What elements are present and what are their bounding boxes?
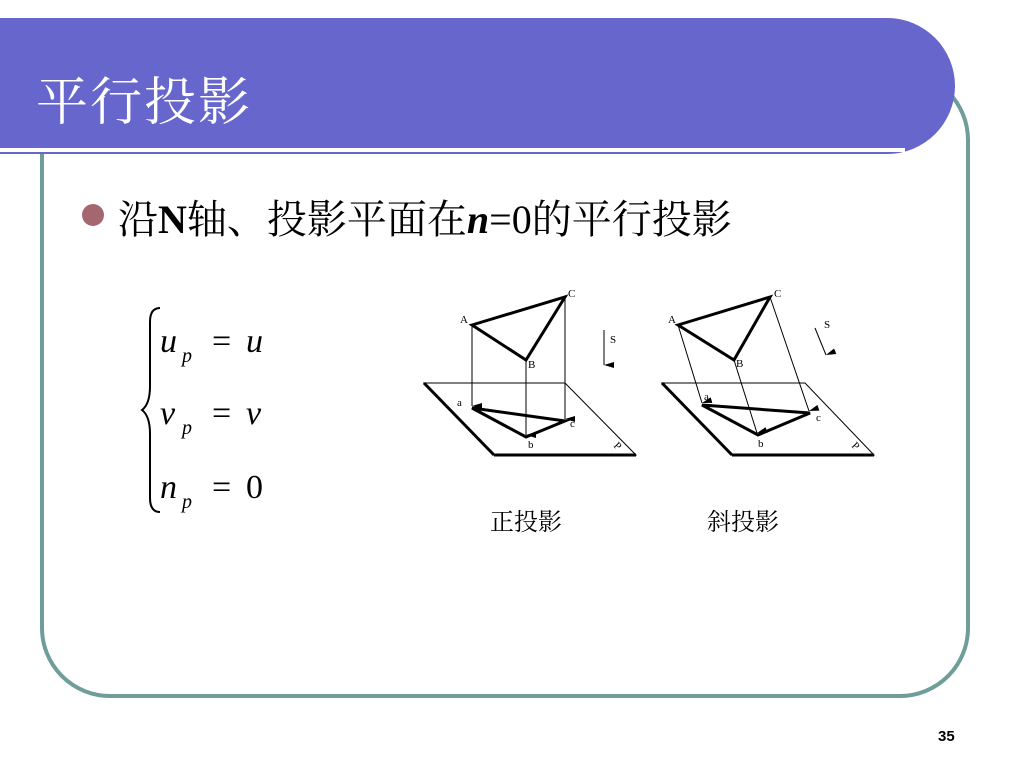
label-c: c [816,412,821,424]
eq1-lhs: u [160,323,177,360]
bullet-text-part: 的平行投影 [531,197,732,243]
eq3-equals: = [212,469,232,506]
eq1-rhs: u [246,323,263,360]
bullet-text-value: =0 [489,197,532,242]
bullet-text [118,188,732,245]
label-B: B [528,359,536,371]
bullet-text-part: 轴、投影平面在 [186,197,467,243]
label-S: S [824,319,831,331]
oblique-diagram [650,285,890,465]
bullet-text-axis: N [158,197,187,242]
eq2-sub: p [182,417,192,439]
triangle-ABC [678,297,770,360]
direction-S-arrow [815,328,826,355]
eq3-rhs: 0 [246,469,263,506]
projected-triangle-abc [472,408,565,437]
label-B: B [736,358,744,370]
eq3-lhs: n [160,469,177,506]
label-P: P [610,439,624,453]
label-P: P [848,439,862,453]
title-bar [0,18,955,154]
bullet-dot [82,204,104,226]
label-b: b [528,439,534,451]
eq2-equals: = [212,395,232,432]
projector-Bb [734,360,757,433]
label-a: a [457,397,462,409]
projection-plane [662,383,874,455]
eq2-rhs: v [246,395,262,432]
eq2-lhs: v [160,395,176,432]
equation-system [140,300,300,525]
page-number: 35 [938,728,955,745]
eq3-sub: p [182,491,192,513]
label-C: C [568,288,576,300]
label-C: C [774,288,782,300]
eq1-equals: = [212,323,232,360]
caption-oblique: 斜投影 [707,508,779,536]
orthographic-diagram [410,285,650,465]
title-underline [0,148,905,152]
bullet-text-part: 沿 [118,197,158,243]
label-b: b [758,438,764,450]
plane-edge-left [424,383,494,455]
label-c: c [570,418,575,430]
label-a: a [704,391,709,403]
left-brace [142,308,160,512]
label-A: A [460,314,468,326]
triangle-ABC [472,297,565,360]
label-A: A [668,314,676,326]
projector-Cc [770,297,809,411]
bullet-text-variable: n [466,197,490,242]
slide-title: 平行投影 [36,73,253,133]
caption-orthographic: 正投影 [490,508,562,536]
eq1-sub: p [182,345,192,367]
plane-edge-left [662,383,732,455]
label-S: S [610,334,617,346]
